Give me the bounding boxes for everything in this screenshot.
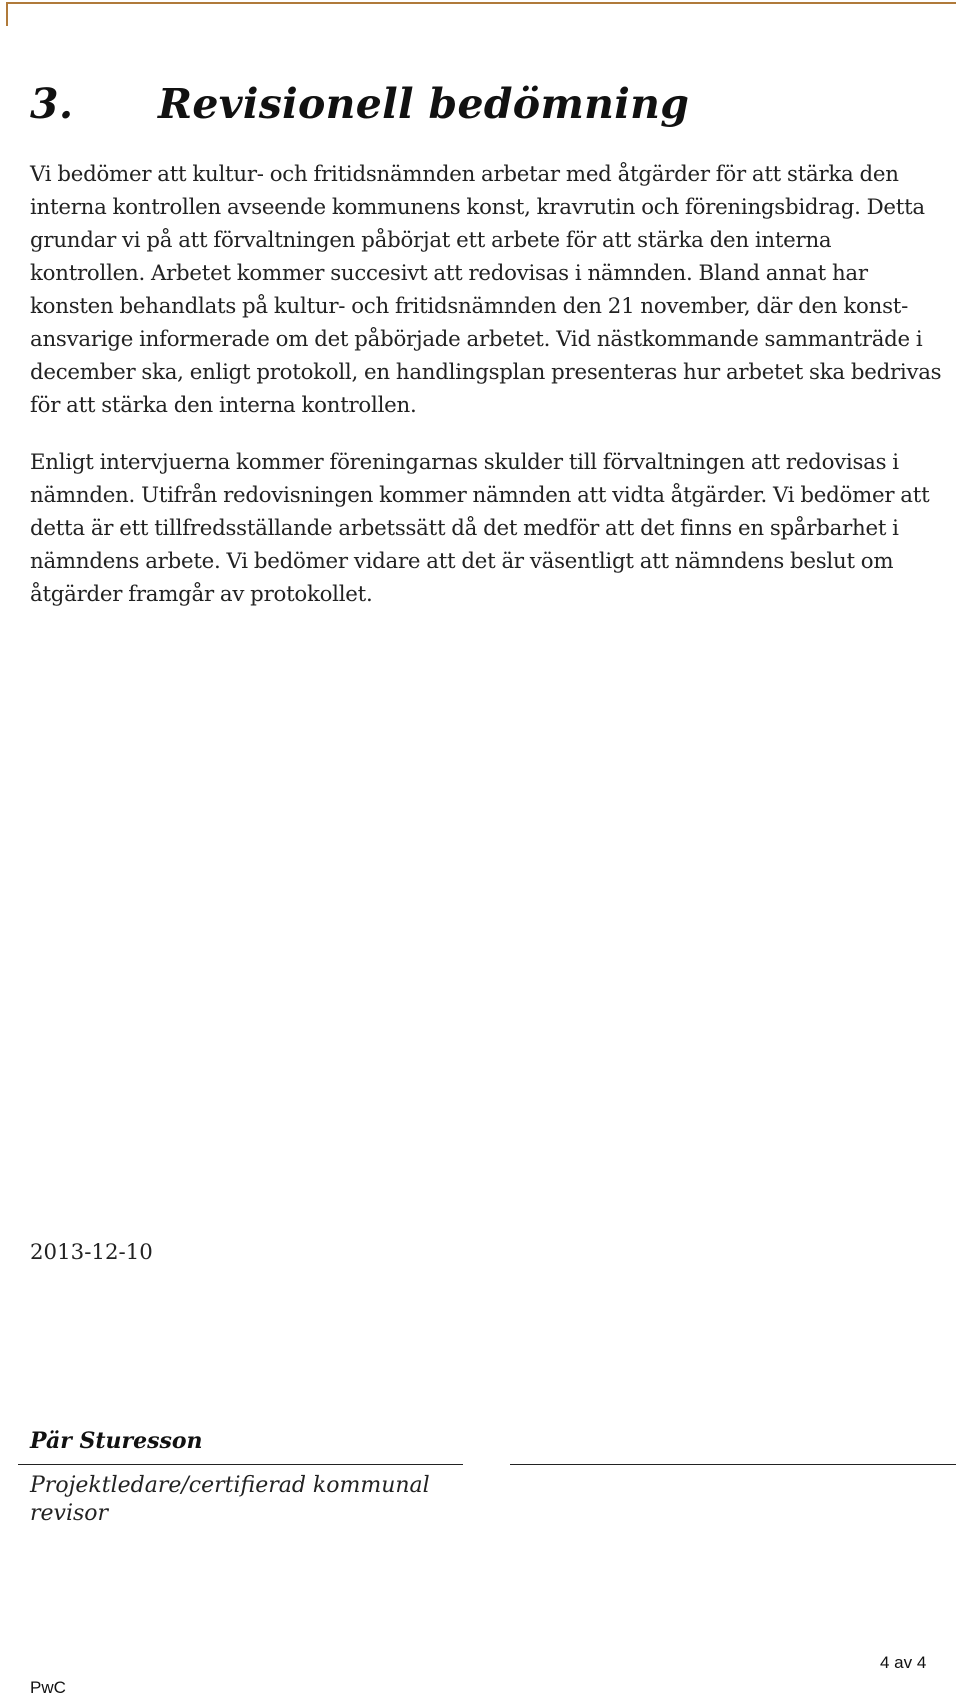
document-date: 2013-12-10 <box>30 1240 153 1265</box>
section-number: 3. <box>30 80 74 128</box>
paragraph-assessment: Vi bedömer att kultur- och fritidsnämnden arbetar med åtgärder för att stärka den interna kontrollen avseende kommunens konst, kravrutin och föreningsbidrag. Detta grundar vi på att förvaltningen påbörjat ett arbete för att stärka den interna kontrollen. Arbetet kommer succesivt att redovisas i nämnden. Bland annat har konsten behandlats på kultur- och fritidsnämnden den 21 november, där den konstansvarige informerade om det påbörjade arbetet. Vid nästkommande sammanträde i december ska, enligt protokoll, en handlingsplan presenteras hur arbetet ska bedrivas för att stärka den interna kontrollen. <box>30 162 942 418</box>
section-title: Revisionell bedömning <box>158 80 690 128</box>
signature-line-right <box>510 1464 956 1465</box>
page-number: 4 av 4 <box>880 1653 927 1672</box>
section-heading <box>30 80 689 128</box>
signatory-name: Pär Sturesson <box>30 1428 203 1454</box>
footer-brand: PwC <box>30 1678 66 1697</box>
header-rule-tick <box>6 2 8 26</box>
paragraph-interviews: Enligt intervjuerna kommer föreningarnas skulder till förvaltningen att redovisas i nämnden. Utifrån redovisningen kommer nämnden att vidta åtgärder. Vi bedömer att detta är ett tillfredsställande arbetssätt då det medför att det finns en spårbarhet i nämndens arbete. Vi bedömer vidare att det är väsentligt att nämndens beslut om åtgärder framgår av protokollet. <box>30 450 930 607</box>
signatory-title: Projektledare/certifierad kommunal revisor <box>30 1473 430 1526</box>
header-rule <box>6 2 956 4</box>
signature-line-left <box>18 1464 463 1465</box>
